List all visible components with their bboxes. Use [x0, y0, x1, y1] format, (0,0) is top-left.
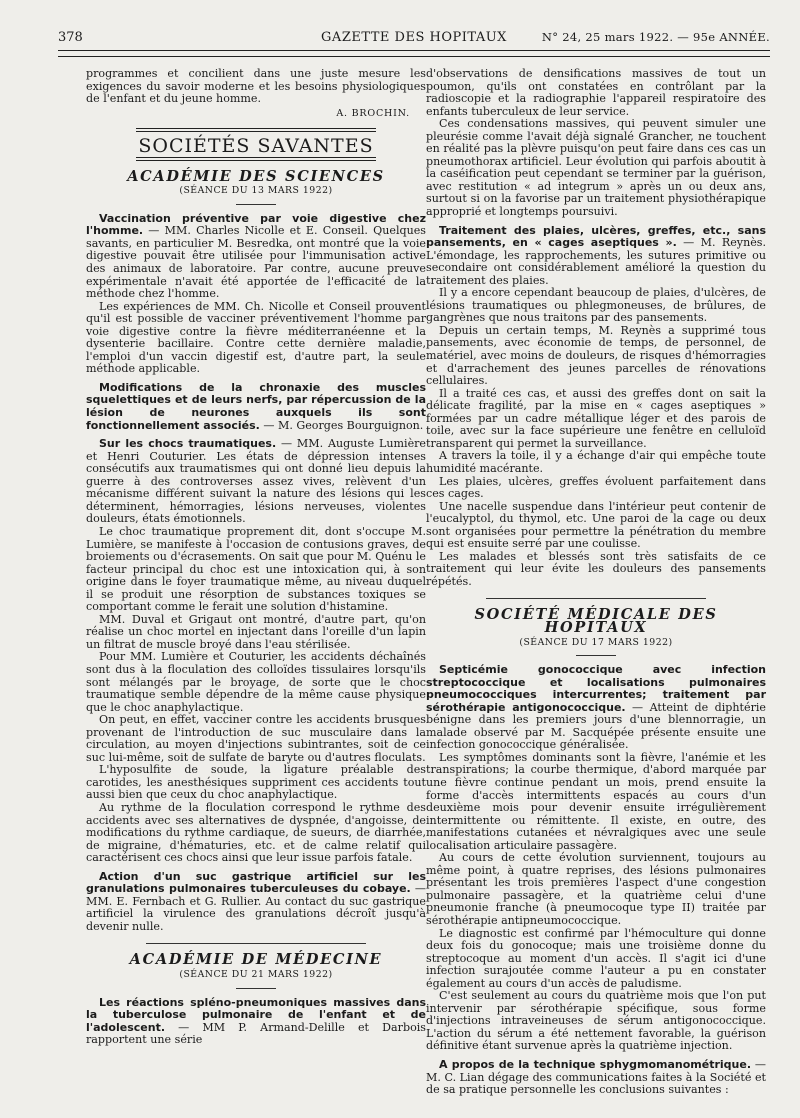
article-sphygmomanometrie [426, 1059, 766, 1097]
academie-sciences-heading: ACADÉMIE DES SCIENCES [127, 167, 385, 185]
paragraph: Une nacelle suspendue dans l'intérieur peut contenir de l'eucalyptol, du thymol, etc. Une paroi de la cage ou deux sont organisées pour permettre la pénétration du membre qui est ensuite serré par une coulisse. [426, 499, 766, 551]
societes-heading: SOCIÉTÉS SAVANTES [138, 135, 374, 158]
section-separator [486, 598, 706, 599]
section-divider [136, 128, 376, 132]
article-text: — MM. E. Fernbach et G. Rullier. Au contact du suc gastrique artificiel la virulence des granulations décroît jusqu'à devenir nulle. [86, 882, 426, 933]
article-title: Sur les chocs traumatiques. [99, 437, 277, 451]
article-title: Septicémie gonococcique avec infection streptococcique et localisations pulmonaires pneumococciques intercurrentes; traitement par sérothérapie antigonococcique. [426, 663, 766, 714]
article-title: Traitement des plaies, ulcères, greffes, etc., sans pansements, en « cages aseptiques ». [426, 223, 766, 250]
article-text: — MM P. Armand-Delille et Darbois rapportent une série [86, 1020, 426, 1047]
paragraph: C'est seulement au cours du quatrième mois que l'on put intervenir par sérothérapie spécifique, sous forme d'injections intraveineuses de sérum antigonococcique. L'action du sérum a été nettement favorable, la guérison définitive étant survenue après la quatrième injection. [426, 989, 766, 1053]
right-column [426, 68, 766, 1097]
paragraph: Le diagnostic est confirmé par l'hémoculture qui donne deux fois du gonocoque; mais une troisième donne du streptocoque au moment d'un accès. Il s'agit ici d'une infection surajoutée comme l'auteur a pu en constater également au cours d'un accès de paludisme. [426, 926, 766, 990]
page-header [58, 30, 770, 52]
article-text: — MM. Auguste Lumière et Henri Couturier. Les états de dépression intenses consécutifs aux traumatismes qui ont donné lieu depuis la guerre à des controverses assez vives, relèvent d'un mécanisme différent suivant la nature des lésions qui les déterminent, hémorragies, lésions nerveuses, violentes douleurs, états émotionnels. [86, 437, 427, 526]
paragraph: Ces condensations massives, qui peuvent simuler une pleurésie comme l'avait déjà signalé Grancher, ne touchent en réalité pas la plèvre puisqu'on peut faire dans ces cas un pneumothorax artificiel. Leur évolution qui parfois aboutit à la caséification peut cependant se terminer par la guérison, avec restitution « ad integrum » après un ou deux ans, surtout si on la favorise par un traitement physiothérapique approprié et longtemps poursuivi. [426, 117, 766, 219]
section-divider [136, 157, 376, 161]
seance-date: (SÉANCE DU 13 MARS 1922) [179, 185, 333, 197]
article-vaccination [86, 213, 426, 301]
signature: A. BROCHIN. [336, 107, 410, 119]
article-traitement-plaies [426, 225, 766, 288]
article-text: — MM. Charles Nicolle et E. Conseil. Quelques savants, en particulier M. Besredka, ont montré que la voie digestive pouvait être utilisée pour l'immunisation active des animaux de laboratoire. Par contre, aucune preuve expérimentale n'avait été apportée de l'efficacité de la méthode chez l'homme. [86, 224, 426, 301]
section-separator [146, 943, 366, 944]
paragraph: Depuis un certain temps, M. Reynès a supprimé tous pansements, avec économie de temps, de personnel, de matériel, avec moins de douleurs, de risques d'hémorragies et d'arrachement des jeunes parcelles de rénovations cellulaires. [426, 323, 766, 388]
article-chocs [86, 438, 426, 526]
article-spleno-pneumoniques [86, 997, 426, 1047]
article-title: A propos de la technique sphygmomanométrique. [439, 1058, 752, 1072]
paragraph: Le choc traumatique proprement dit, dont s'occupe M. Lumière, se manifeste à l'occasion de contusions graves, de broiements ou d'écrasements. On sait que pour M. Quénu le facteur principal du choc est une intoxication qui, à son origine dans le foyer traumatique même, au niveau duquel il se produit une résorption de substances toxiques se comportant comme le ferait une solution d'histamine. [86, 524, 426, 614]
page-number: 378 [58, 30, 83, 45]
societe-medicale-heading: SOCIÉTÉ MÉDICALE DES HOPITAUX [474, 606, 718, 636]
issue-info: N° 24, 25 mars 1922. — 95e ANNÉE. [541, 30, 770, 44]
article-text: — M. Georges Bourguignon. [259, 418, 424, 432]
intro-paragraph: programmes et concilient dans une juste mesure les exigences du savoir moderne et les besoins physiologiques de l'enfant et du jeune homme. [86, 67, 426, 106]
short-rule [236, 204, 276, 205]
academie-medecine-heading: ACADÉMIE DE MÉDECINE [129, 951, 383, 969]
paragraph: MM. Duval et Grigaut ont montré, d'autre part, qu'on réalise un choc mortel en injectant dans l'oreille d'un lapin un filtrat de muscle broyé dans l'eau stérilisée. [86, 612, 426, 651]
paragraph: Pour MM. Lumière et Couturier, les accidents déchaînés sont dus à la floculation des colloïdes tissulaires lorsqu'ils sont mélangés par le broyage, de sorte que le choc traumatique semble dépendre de la même cause physique que le choc anaphylactique. [86, 650, 426, 714]
paragraph: On peut, en effet, vacciner contre les accidents brusques provenant de l'introduction de suc musculaire dans la circulation, au moyen d'injections subintrantes, soit de ce suc lui-même, soit de sulfate de baryte ou d'autres floculats. [86, 713, 426, 764]
seance-date: (SÉANCE DU 21 MARS 1922) [179, 969, 333, 980]
journal-title: GAZETTE DES HOPITAUX [321, 30, 507, 45]
article-text: — M. C. Lian dégage des communications faites à la Société et de sa pratique personnelle les conclusions suivantes : [426, 1058, 767, 1097]
article-title: Modifications de la chronaxie des muscles squelettiques et de leurs nerfs, par répercussion de la lésion de neurones auxquels ils sont fonctionnellement associés. [86, 380, 426, 432]
paragraph: Au cours de cette évolution surviennent, toujours au même point, à quatre reprises, des lésions pulmonaires présentant les trois premières l'aspect d'une congestion pulmonaire passagère, et la quatrième celui d'une pneumonie franche (à pneumocoque type II) traitée par sérothérapie antipneumococcique. [426, 851, 766, 927]
paragraph: L'hyposulfite de soude, la ligature préalable des carotides, les anesthésiques suppriment ces accidents tout aussi bien que ceux du choc anaphylactique. [86, 763, 426, 802]
paragraph: Les expériences de MM. Ch. Nicolle et Conseil prouvent qu'il est possible de vacciner préventivement l'homme par voie digestive contre la fièvre méditerranéenne et la dysenterie bacillaire. Contre cette dernière maladie, l'emploi d'un vaccin digestif est, d'autre part, la seule méthode applicable. [86, 299, 426, 376]
paragraph: Les malades et blessés sont très satisfaits de ce traitement qui leur évite les douleurs des pansements répétés. [426, 549, 766, 588]
article-title: Action d'un suc gastrique artificiel sur les granulations pulmonaires tuberculeuses du cobaye. [86, 869, 426, 896]
seance-date: (SÉANCE DU 17 MARS 1922) [519, 636, 673, 648]
paragraph: Il a traité ces cas, et aussi des greffes dont on sait la délicate fragilité, par la mise en « cages aseptiques » formées par un cadre métallique léger et des parois de toile, avec sur la face supérieure une fenêtre en celluloïd transparent qui permet la surveillance. [426, 386, 766, 450]
header-rule-2 [58, 56, 770, 57]
paragraph: d'observations de densifications massives de tout un poumon, qu'ils ont constatées en contrôlant par la radioscopie et la radiographie l'appareil respiratoire des enfants tuberculeux de leur service. [426, 67, 766, 118]
article-septicemie [426, 664, 766, 752]
paragraph: Les plaies, ulcères, greffes évoluent parfaitement dans ces cages. [426, 474, 766, 501]
article-text: — M. Reynès. L'émondage, les rapprochements, les sutures primitive ou secondaire ont considérablement amélioré la question du traitement des plaies. [426, 236, 766, 287]
article-title: Vaccination préventive par voie digestive chez l'homme. [86, 211, 426, 238]
header-rule [58, 50, 770, 51]
article-text: — Atteint de diphtérie bénigne dans les premiers jours d'une blennorragie, un malade observé par M. Sacquépée présente ensuite une infection gonococcique généralisée. [426, 700, 766, 752]
article-title: Les réactions spléno-pneumoniques massives dans la tuberculose pulmonaire de l'enfant et de l'adolescent. [86, 995, 426, 1034]
short-rule [236, 988, 276, 989]
paragraph: Les symptômes dominants sont la fièvre, l'anémie et les transpirations; la courbe thermique, d'abord marquée par une fièvre continue pendant un mois, prend ensuite la forme d'accès intermittents espacés au cours d'un deuxième mois pour devenir ensuite irrégulièrement intermittente ou rémittente. Il existe, en outre, des manifestations cutanées et névralgiques avec une seule localisation articulaire passagère. [426, 750, 766, 852]
paragraph: Au rythme de la floculation correspond le rythme des accidents avec ses alternatives de dyspnée, d'angoisse, de modifications du rythme cardiaque, de sueurs, de diarrhée, de migraine, d'hématuries, etc. et de calme relatif qui caractérisent ces chocs ainsi que leur issue parfois fatale. [86, 800, 426, 865]
paragraph: Il y a encore cependant beaucoup de plaies, d'ulcères, de lésions traumatiques ou phlegmoneuses, de brûlures, de gangrènes que nous traitons par des pansements. [426, 286, 766, 325]
left-column [86, 68, 426, 1047]
short-rule [576, 655, 616, 656]
paragraph: A travers la toile, il y a échange d'air qui empêche toute humidité macérante. [426, 449, 766, 475]
article-chronaxie [86, 382, 426, 432]
article-suc-gastrique [86, 871, 426, 934]
